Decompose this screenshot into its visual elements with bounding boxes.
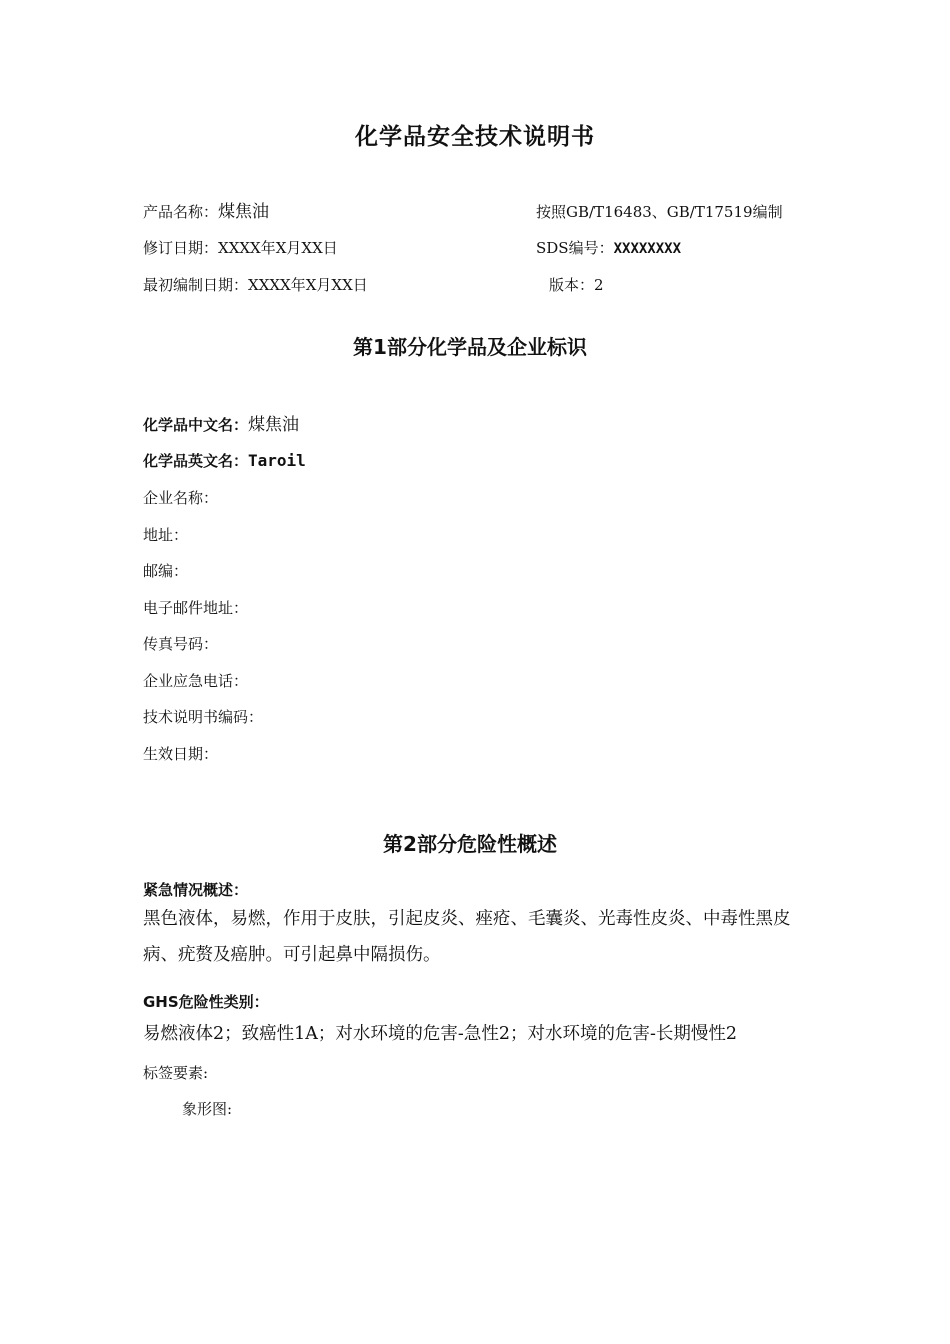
revision-date-row — [143, 238, 338, 258]
version-value: 2 — [594, 276, 604, 294]
ghs-class-text: 易燃液体2；致癌性1A；对水环境的危害-急性2；对水环境的危害-长期慢性2 — [143, 1024, 737, 1044]
document-title: 化学品安全技术说明书 — [355, 124, 595, 150]
field-postcode: 邮编： — [143, 562, 189, 580]
field-fax: 传真号码： — [143, 635, 219, 653]
chemical-cn-name-value: 煤焦油 — [248, 415, 300, 435]
field-emergency-phone: 企业应急电话： — [143, 672, 249, 690]
label-elements-label: 标签要素: — [143, 1064, 209, 1082]
chemical-cn-name-label: 化学品中文名： — [143, 416, 249, 434]
ghs-class-label: GHS危险性类别： — [143, 993, 269, 1011]
first-edition-value: XXXX年X月XX日 — [248, 276, 368, 294]
emergency-overview-label: 紧急情况概述： — [143, 881, 249, 899]
chemical-en-name-row — [143, 451, 306, 471]
field-email: 电子邮件地址： — [143, 599, 249, 617]
pictogram-label: 象形图: — [182, 1100, 233, 1118]
product-name-value: 煤焦油 — [218, 202, 270, 222]
product-name-row — [143, 202, 269, 222]
chemical-en-name-label: 化学品英文名： — [143, 452, 249, 470]
section2-heading: 第2部分危险性概述 — [383, 832, 557, 856]
field-address: 地址： — [143, 526, 189, 544]
field-company-name: 企业名称： — [143, 489, 219, 507]
chemical-cn-name-row — [143, 415, 299, 435]
field-sds-code: 技术说明书编码： — [143, 708, 264, 726]
revision-date-value: XXXX年X月XX日 — [218, 239, 338, 257]
field-effective-date: 生效日期： — [143, 745, 219, 763]
revision-date-label: 修订日期： — [143, 239, 219, 257]
sds-number-row — [536, 238, 681, 259]
version-row — [549, 275, 604, 295]
first-edition-label: 最初编制日期： — [143, 276, 249, 294]
section1-heading: 第1部分化学品及企业标识 — [353, 335, 587, 359]
product-name-label: 产品名称： — [143, 203, 219, 221]
sds-number-label: SDS编号： — [536, 239, 614, 257]
standard-reference: 按照GB/T16483、GB/T17519编制 — [536, 203, 783, 221]
emergency-overview-text: 黑色液体，易燃，作用于皮肤，引起皮炎、痤疮、毛囊炎、光毒性皮炎、中毒性黑皮病、疣赘及癌肿。可引起鼻中隔损伤。 — [143, 909, 791, 965]
version-label: 版本： — [549, 276, 595, 294]
chemical-en-name-value: Taroil — [248, 451, 306, 470]
first-edition-row — [143, 275, 368, 295]
sds-number-value: XXXXXXXX — [613, 241, 682, 257]
